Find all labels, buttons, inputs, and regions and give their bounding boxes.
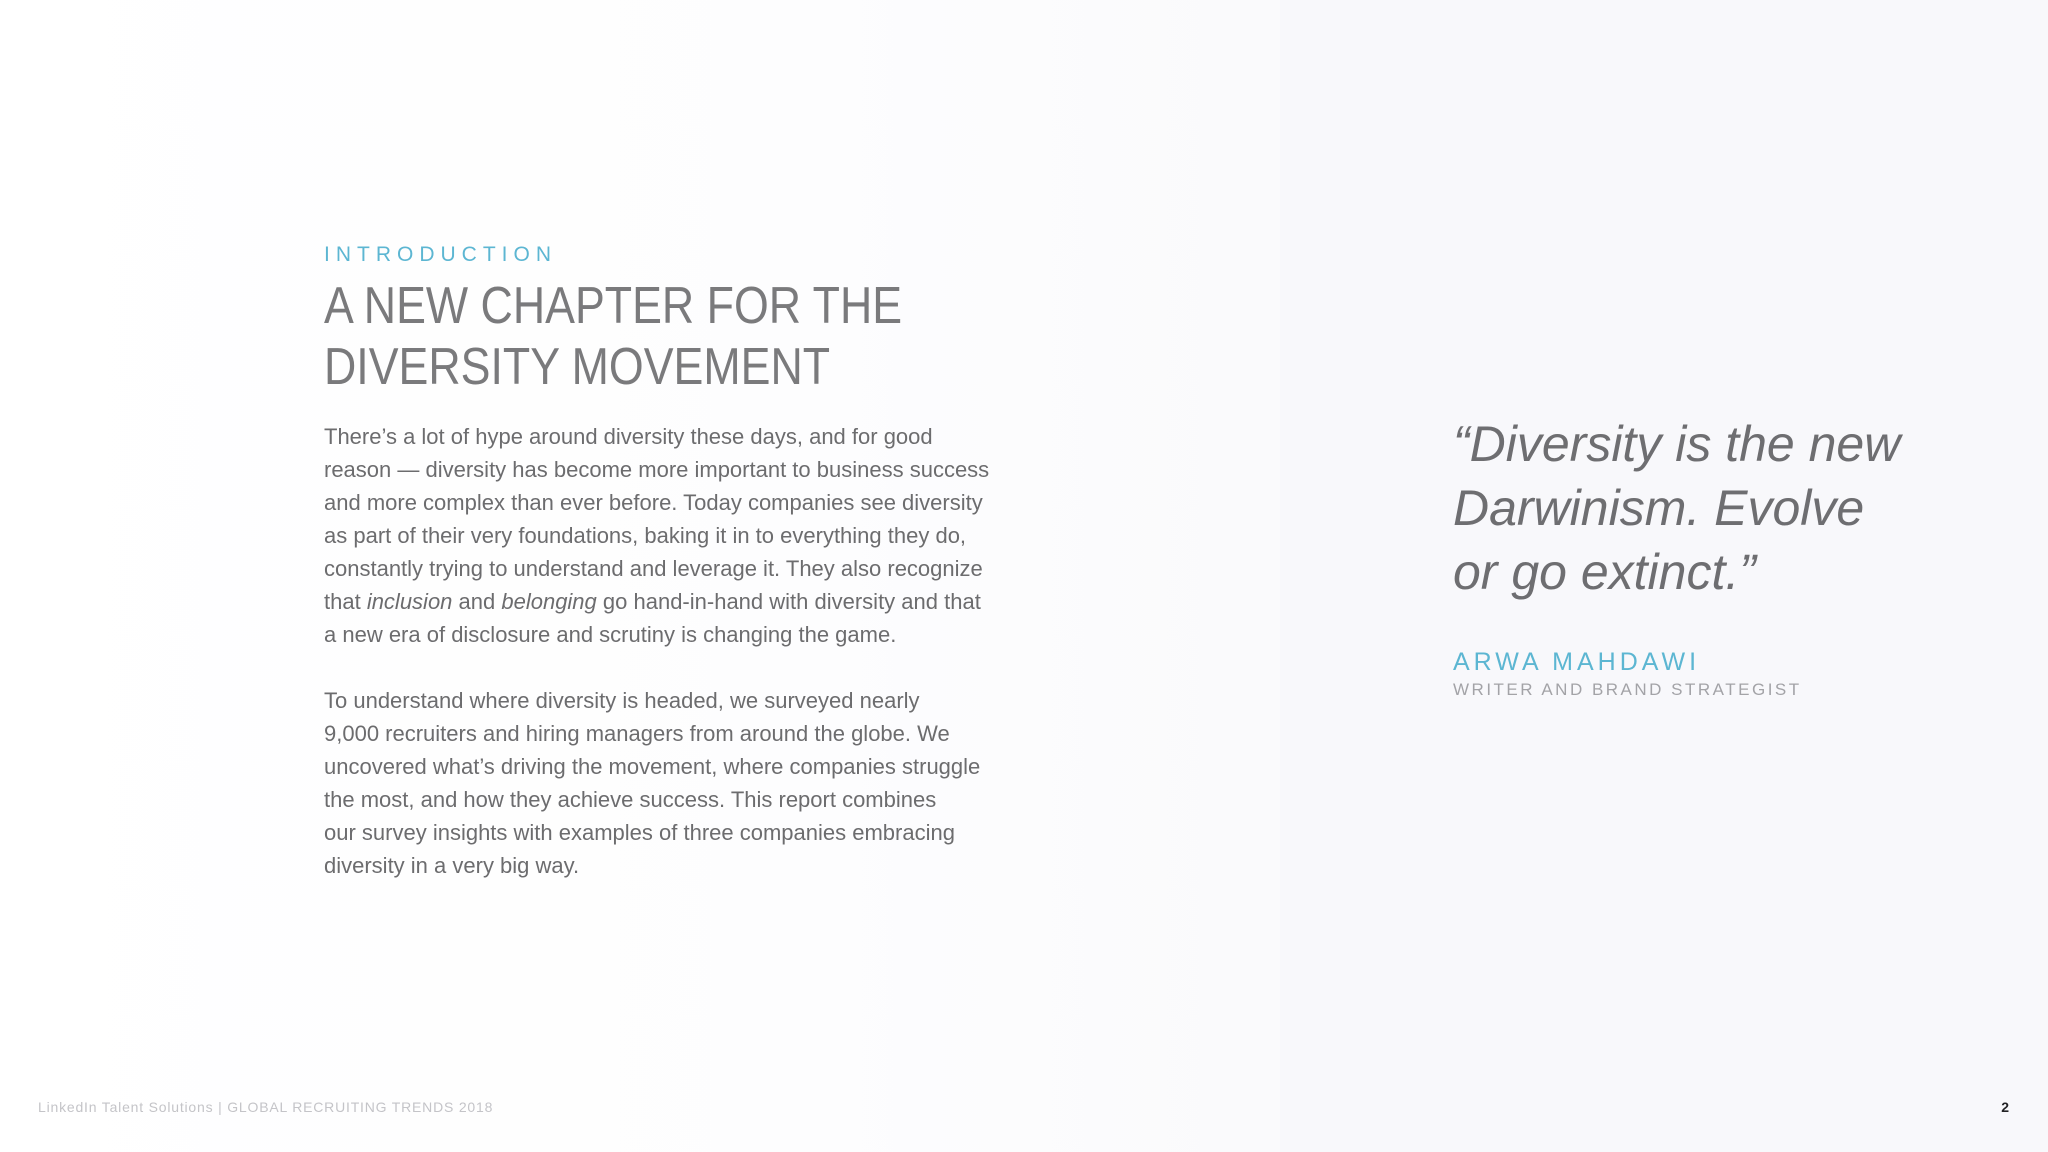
body-line: diversity in a very big way. [324,853,580,878]
page-title-line: A NEW CHAPTER FOR THE [324,277,903,335]
body-line: our survey insights with examples of three companies embracing [324,820,955,845]
body-line: reason — diversity has become more important to business success [324,457,990,482]
body-paragraph-1 [324,420,1024,651]
section-eyebrow: INTRODUCTION [324,243,557,266]
body-text-run: and [452,589,502,614]
body-text-run: that [324,589,367,614]
body-line: a new era of disclosure and scrutiny is changing the game. [324,622,897,647]
footer-text: LinkedIn Talent Solutions | GLOBAL RECRUITING TRENDS 2018 [38,1099,494,1115]
body-line: as part of their very foundations, baking it in to everything they do, [324,523,967,548]
emphasis-inclusion: inclusion [366,589,453,614]
body-line: To understand where diversity is headed, we surveyed nearly [324,688,920,713]
quote-author-title: WRITER AND BRAND STRATEGIST [1453,680,1802,699]
page-title [324,276,902,398]
body-line: There’s a lot of hype around diversity these days, and for good [324,424,933,449]
body-line: constantly trying to understand and leverage it. They also recognize [324,556,983,581]
body-line: 9,000 recruiters and hiring managers from around the globe. We [324,721,950,746]
body-copy [324,420,1024,882]
quote-author: ARWA MAHDAWI [1453,648,1701,676]
body-line: uncovered what’s driving the movement, where companies struggle [324,754,981,779]
body-line [324,585,1024,618]
body-text-run: go hand-in-hand with diversity and that [596,589,981,614]
quote-line: Darwinism. Evolve [1453,480,1865,536]
page-title-line: DIVERSITY MOVEMENT [324,338,831,396]
emphasis-belonging: belonging [501,589,597,614]
quote-line: “Diversity is the new [1453,416,1901,472]
body-paragraph-2 [324,684,1024,882]
pull-quote [1453,412,1900,604]
page-number: 2 [2001,1099,2009,1115]
body-line: the most, and how they achieve success. This report combines [324,787,937,812]
body-line: and more complex than ever before. Today companies see diversity [324,490,983,515]
quote-line: or go extinct.” [1453,544,1756,600]
